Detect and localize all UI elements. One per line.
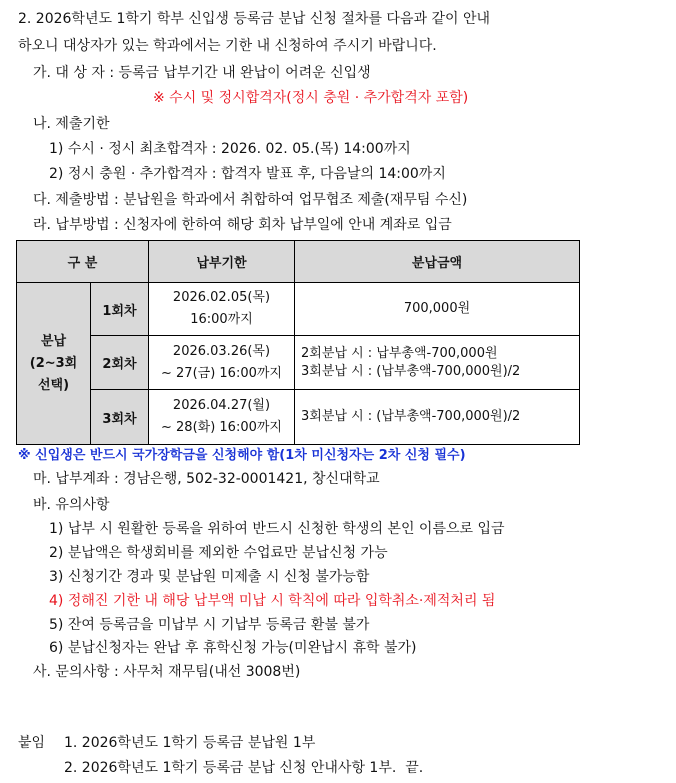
note-item-2: 2) 분납액은 학생회비를 제외한 수업료만 분납신청 가능 [49, 545, 388, 561]
deadline-date: 2026.03.26(목) [172, 343, 271, 359]
note-item-6: 6) 분납신청자는 완납 후 휴학신청 가능(미완납시 휴학 불가) [49, 640, 417, 656]
group-label-3: 선택) [37, 377, 70, 393]
amount-text: 2회분납 시 : 납부총액-700,000원 [301, 345, 498, 361]
attachment-item-1: 1. 2026학년도 1학기 등록금 분납원 1부 [64, 735, 316, 751]
round-cell: 3회차 [91, 390, 149, 445]
note-item-3: 3) 신청기간 경과 및 분납원 미제출 시 신청 불가능함 [49, 569, 370, 585]
amount-cell [295, 283, 580, 336]
intro-line-2: 하오니 대상자가 있는 학과에서는 기한 내 신청하여 주시기 바랍니다. [18, 38, 437, 54]
amount-cell [295, 390, 580, 445]
attachment-item-2: 2. 2026학년도 1학기 등록금 분납 신청 안내사항 1부. 끝. [64, 760, 424, 776]
deadline-date: 2026.04.27(월) [172, 398, 271, 413]
header-deadline: 납부기한 [149, 241, 295, 283]
deadline-time: ~ 28(화) 16:00까지 [161, 420, 282, 435]
table-row [17, 283, 580, 336]
note-item-5: 5) 잔여 등록금을 미납부 시 기납부 등록금 환불 불가 [49, 617, 370, 633]
round-cell: 2회차 [91, 336, 149, 390]
deadline-title: 나. 제출기한 [33, 116, 110, 132]
installment-group-cell [17, 283, 91, 445]
table-row [17, 336, 580, 390]
deadline-cell [149, 390, 295, 445]
intro-line-1: 2. 2026학년도 1학기 학부 신입생 등록금 분납 신청 절차를 다음과 같이 안내 [18, 11, 490, 27]
table-header-row [17, 241, 580, 283]
round-cell: 1회차 [91, 283, 149, 336]
submit-method-line: 다. 제출방법 : 분납원을 학과에서 취합하여 업무협조 제출(재무팀 수신) [33, 192, 468, 208]
amount-text: 700,000원 [403, 301, 471, 316]
notes-title: 바. 유의사항 [33, 497, 110, 513]
deadline-cell [149, 283, 295, 336]
installment-table [16, 240, 580, 445]
deadline-item-1: 1) 수시 · 정시 최초합격자 : 2026. 02. 05.(목) 14:00까지 [49, 141, 411, 157]
target-note: ※ 수시 및 정시합격자(정시 충원 · 추가합격자 포함) [153, 90, 469, 106]
header-amount: 분납금액 [295, 241, 580, 283]
deadline-date: 2026.02.05(목) [172, 290, 271, 305]
table-row [17, 390, 580, 445]
inquiry-line: 사. 문의사항 : 사무처 재무팀(내선 3008번) [33, 664, 301, 680]
deadline-item-2: 2) 정시 충원 · 추가합격자 : 합격자 발표 후, 다음날의 14:00까지 [49, 166, 446, 182]
deadline-cell [149, 336, 295, 390]
amount-text: 3회분납 시 : (납부총액-700,000원)/2 [301, 363, 521, 379]
note-item-4: 4) 정해진 기한 내 해당 납부액 미납 시 학칙에 따라 입학취소·제적처리 됨 [49, 593, 496, 609]
target-line: 가. 대 상 자 : 등록금 납부기간 내 완납이 어려운 신입생 [33, 65, 371, 81]
group-label-1: 분납 [40, 333, 67, 349]
deadline-time: 16:00까지 [190, 312, 253, 327]
attachment-label: 붙임 [18, 735, 46, 751]
payment-method-line: 라. 납부방법 : 신청자에 한하여 해당 회차 납부일에 안내 계좌로 입금 [33, 217, 452, 233]
deadline-time: ~ 27(금) 16:00까지 [161, 365, 282, 381]
note-item-1: 1) 납부 시 원활한 등록을 위하여 반드시 신청한 학생의 본인 이름으로 입금 [49, 521, 505, 537]
header-category: 구 분 [17, 241, 149, 283]
amount-text: 3회분납 시 : (납부총액-700,000원)/2 [301, 409, 521, 424]
scholarship-warning: ※ 신입생은 반드시 국가장학금을 신청해야 함(1차 미신청자는 2차 신청 필수) [18, 448, 466, 463]
account-line: 마. 납부계좌 : 경남은행, 502-32-0001421, 창신대학교 [33, 471, 380, 487]
amount-cell [295, 336, 580, 390]
group-label-2: (2~3회 [29, 355, 78, 371]
